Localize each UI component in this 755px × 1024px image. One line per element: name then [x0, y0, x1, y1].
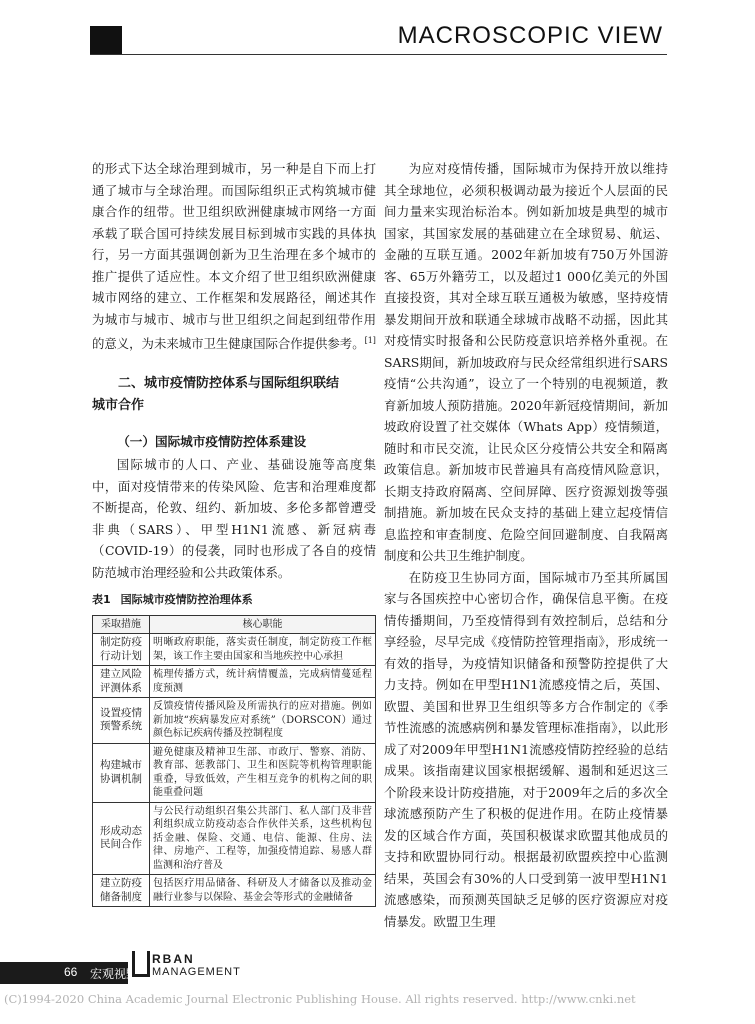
intro-text: 的形式下达全球治理到城市，另一种是自下而上打通了城市与全球治理。而国际组织正式构筑城市健康合作的纽带。世卫组织欧洲健康城市网络一方面承载了联合国可持续发展目标到城市实践的具体执行，另一方面其强调创新为卫生治理在多个城市的推广提供了适应性。本文介绍了世卫组织欧洲健康城市网络的建立、工作框架和发展路径，阐述其作为城市与城市、城市与世卫组织之间起到纽带作用的意义，为未来城市卫生健康国际合作提供参考。 [92, 161, 376, 352]
table-caption-number: 表1 [92, 593, 111, 607]
header-title: MACROSCOPIC VIEW [397, 22, 663, 49]
footer-section-label: 宏观视野 [90, 967, 139, 981]
header-black-block [90, 26, 122, 54]
table-cell-measure: 制定防疫行动计划 [93, 634, 150, 666]
intro-citation: [1] [364, 336, 376, 345]
logo-text-line2: MANAGEMENT [152, 966, 241, 978]
table-cell-measure: 构建城市协调机制 [93, 743, 150, 802]
table-cell-measure: 建立防疫储备制度 [93, 875, 150, 907]
table-cell-function: 反馈疫情传播风险及所需执行的应对措施。例如新加坡“疾病暴发应对系统”（DORSCON）通过颜色标记疾病传播及控制程度 [150, 698, 376, 744]
body-paragraph: 在防疫卫生协同方面，国际城市乃至其所属国家与各国疾控中心密切合作，确保信息平衡。在疫情传播期间，乃至疫情得到有效控制后，总结和分享经验，尽早完成《疫情防控管理指南》，形成统一有效的指导，为疫情知识储备和预警防控提供了大力支持。例如在甲型H1N1流感疫情之后，英国、欧盟、美国和世界卫生组织等多方合作制定的《季节性流感的流感病例和暴发管理标准指南》，以此形成了对2009年甲型H1N1流感疫情防控经验的总结成果。该指南建议国家根据缓解、遏制和延迟这三个阶段来设计防疫措施，对于2009年之后的多次全球流感预防产生了积极的促进作用。在防止疫情暴发的区域合作方面，英国积极谋求欧盟其他成员的支持和欧盟协同行动。根据最初欧盟疾控中心监测结果，英国会有30%的人口受到第一波甲型H1N1流感感染，而预测英国缺乏足够的医疗资源应对疫情暴发。欧盟卫生理 [384, 569, 668, 929]
table-cell-function: 包括医疗用品储备、科研及人才储备以及推动金融行业参与以保险、基金会等形式的金融储备 [150, 875, 376, 907]
urban-logo-u-icon [132, 951, 150, 977]
table-cell-measure: 设置疫情预警系统 [93, 698, 150, 744]
table-row [93, 698, 376, 744]
intro-paragraph [92, 158, 376, 355]
table-caption [92, 589, 376, 611]
table-cell-function: 避免健康及精神卫生部、市政厅、警察、消防、教育部、惩教部门、卫生和医院等机构管理职能重叠，导致低效，产生相互竞争的机构之间的职能重叠问题 [150, 743, 376, 802]
table-cell-function: 梳理传播方式，统计病情覆盖，完成病情蔓延程度预测 [150, 666, 376, 698]
body-paragraph: 国际城市的人口、产业、基础设施等高度集中，面对疫情带来的传染风险、危害和治理难度都不断提高，伦敦、纽约、新加坡、多伦多都曾遭受非典（SARS）、甲型H1N1流感、新冠病毒（COVID-19）的侵袭，同时也形成了各自的疫情防范城市治理经验和公共政策体系。 [92, 457, 376, 580]
subsection-title: （一）国际城市疫情防控体系建设 [117, 433, 307, 449]
table-cell-function: 与公民行动组织召集公共部门、私人部门及非营利组织成立防疫动态合作伙伴关系，这些机构包括金融、保险、交通、电信、能源、住房、法律、房地产、工程等，加强疫情追踪、易感人群监测和治疗普及 [150, 802, 376, 875]
table-header-row [93, 615, 376, 634]
table-row [93, 802, 376, 875]
section-title [92, 373, 376, 417]
logo-text-line1: RBAN [152, 952, 195, 966]
measures-table [92, 615, 376, 908]
right-column [384, 158, 668, 932]
table-header-measure: 采取措施 [93, 615, 150, 634]
header-rule [90, 54, 667, 55]
left-column [92, 158, 376, 907]
table-row [93, 743, 376, 802]
section-title-line1: 二、城市疫情防控体系与国际组织联结 [118, 375, 340, 391]
table-cell-function: 明晰政府职能，落实责任制度，制定防疫工作框架，该工作主要由国家和当地疾控中心承担 [150, 634, 376, 666]
table-header-function: 核心职能 [150, 615, 376, 634]
table-row [93, 875, 376, 907]
table-cell-measure: 建立风险评测体系 [93, 666, 150, 698]
section-title-line2: 城市合作 [92, 397, 145, 413]
table-row [93, 634, 376, 666]
body-paragraph: 为应对疫情传播，国际城市为保持开放以维持其全球地位，必须积极调动最为接近个人层面的民间力量来实现治标治本。例如新加坡是典型的城市国家，其国家发展的基础建立在全球贸易、航运、金融的互联互通。2002年新加坡有750万外国游客、65万外籍劳工，以及超过1 000亿美元的外国直接投资，其对全球互联互通极为敏感，坚持疫情暴发期间开放和联通全球城市战略不动摇，因此其对疫情实时报备和公民防疫意识培养格外重视。在SARS期间，新加坡政府与民众经常组织进行SARS疫情“公共沟通”，设立了一个特别的电视频道，教育新加坡人预防措施。2020年新冠疫情期间，新加坡政府设置了社交媒体（Whats App）疫情频道，随时和市民交流，让民众区分疫情公共安全和隔离政策信息。新加坡市民普遍具有高疫情风险意识，长期支持政府隔离、空间屏障、医疗资源划拨等强制措施。新加坡在民众支持的基础上建立起疫情信息监控和审查制度、危险空间回避制度、自我隔离制度和公共卫生维护制度。 [384, 161, 668, 563]
page-number: 66 [64, 965, 78, 979]
table-caption-text: 国际城市疫情防控治理体系 [120, 593, 253, 607]
copyright-watermark: (C)1994-2020 China Academic Journal Electronic Publishing House. All rights reserved. http://www.cnki.net [4, 992, 636, 1006]
table-row [93, 666, 376, 698]
table-cell-measure: 形成动态民间合作 [93, 802, 150, 875]
